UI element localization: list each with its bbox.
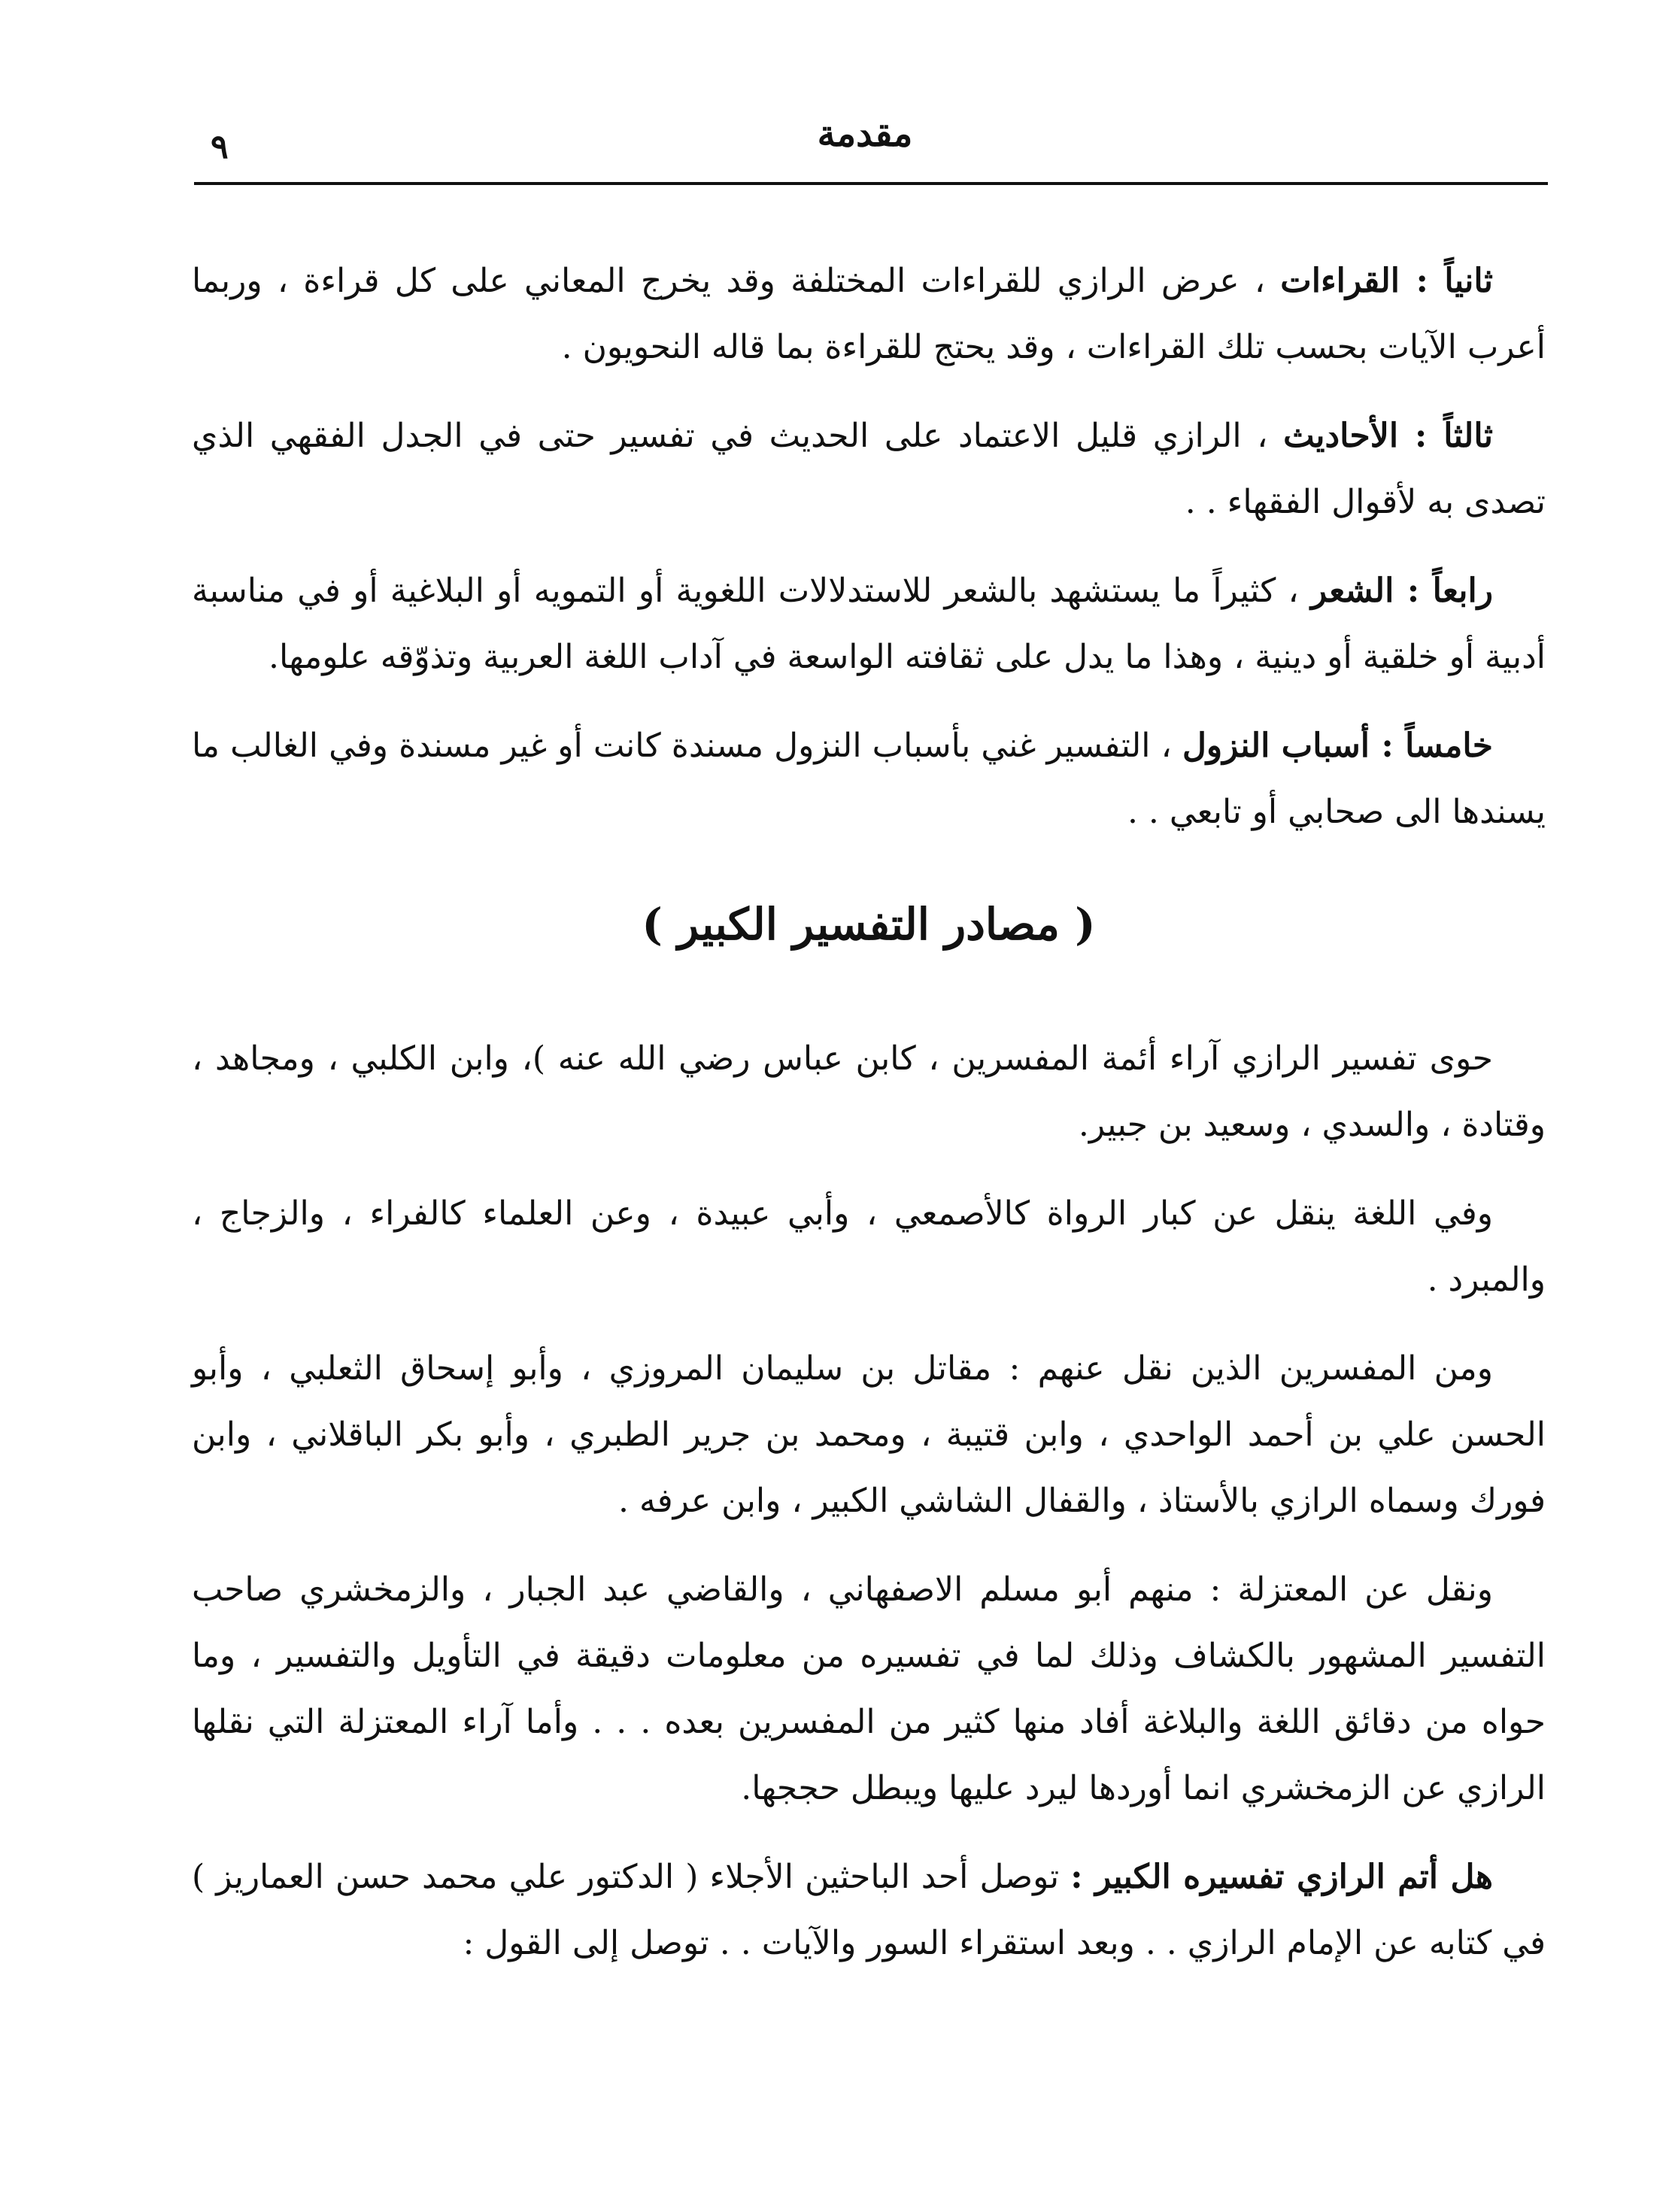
paragraph-text: ونقل عن المعتزلة : منهم أبو مسلم الاصفهاني ، والقاضي عبد الجبار ، والزمخشري صاحب التفسير المشهور بالكشاف وذلك لما في تفسيره من معلومات دقيقة في التأويل والتفسير ، وما حواه من دقائق اللغة والبلاغة أفاد منها كثير من المفسرين بعده . . . وأما آراء المعتزلة التي نقلها الرازي عن الزمخشري انما أوردها ليرد عليها ويبطل حججها. bbox=[192, 1570, 1546, 1807]
paragraph-lead: هل أتم الرازي تفسيره الكبير : bbox=[1070, 1858, 1493, 1896]
paragraph-shir bbox=[192, 558, 1546, 690]
page-body bbox=[192, 248, 1546, 1999]
paragraph-text: توصل أحد الباحثين الأجلاء ( الدكتور علي محمد حسن العماريز ) في كتابه عن الإمام الرازي . . وبعد استقراء السور والآيات . . توصل إلى القول : bbox=[192, 1858, 1546, 1962]
paragraph-text: ، كثيراً ما يستشهد بالشعر للاستدلالات اللغوية أو التمويه أو البلاغية أو في مناسبة أدبية أو خلقية أو دينية ، وهذا ما يدل على ثقافته الواسعة في آداب اللغة العربية وتذوّقه علومها. bbox=[192, 572, 1546, 676]
page-number: ٩ bbox=[211, 128, 229, 166]
page-header bbox=[188, 113, 1542, 188]
paragraph-lead: رابعاً : الشعر bbox=[1310, 572, 1493, 610]
paragraph-sources-language bbox=[192, 1181, 1546, 1313]
paragraph-completion-question bbox=[192, 1844, 1546, 1977]
section-title: ( مصادر التفسير الكبير ) bbox=[642, 899, 1096, 950]
header-rule bbox=[194, 182, 1548, 185]
running-title: مقدمة bbox=[817, 113, 913, 155]
paragraph-sources-imams bbox=[192, 1026, 1546, 1158]
paragraph-text: ، عرض الرازي للقراءات المختلفة وقد يخرج المعاني على كل قراءة ، وربما أعرب الآيات بحسب تلك القراءات ، وقد يحتج للقراءة بما قاله النحويون . bbox=[192, 262, 1546, 366]
paragraph-asbab-nuzul bbox=[192, 713, 1546, 845]
paragraph-ahadith bbox=[192, 403, 1546, 536]
paragraph-lead: ثالثاً : الأحاديث bbox=[1283, 417, 1493, 455]
paragraph-qiraat bbox=[192, 248, 1546, 381]
paragraph-text: وفي اللغة ينقل عن كبار الرواة كالأصمعي ، وأبي عبيدة ، وعن العلماء كالفراء ، والزجاج ، والمبرد . bbox=[192, 1194, 1546, 1299]
paragraph-lead: خامساً : أسباب النزول bbox=[1182, 727, 1493, 765]
paragraph-text: ، الرازي قليل الاعتماد على الحديث في تفسير حتى في الجدل الفقهي الذي تصدى به لأقوال الفقهاء . . bbox=[192, 417, 1546, 521]
paragraph-sources-mufassirin bbox=[192, 1336, 1546, 1534]
paragraph-lead: ثانياً : القراءات bbox=[1280, 262, 1493, 300]
paragraph-text: ، التفسير غني بأسباب النزول مسندة كانت أو غير مسندة وفي الغالب ما يسندها الى صحابي أو تابعي . . bbox=[192, 727, 1546, 831]
paragraph-sources-mutazila bbox=[192, 1557, 1546, 1822]
paragraph-text: حوى تفسير الرازي آراء أئمة المفسرين ، كابن عباس رضي الله عنه )، وابن الكلبي ، ومجاهد ، وقتادة ، والسدي ، وسعيد بن جبير. bbox=[192, 1039, 1546, 1144]
paragraph-text: ومن المفسرين الذين نقل عنهم : مقاتل بن سليمان المروزي ، وأبو إسحاق الثعلبي ، وأبو الحسن علي بن أحمد الواحدي ، وابن قتيبة ، ومحمد بن جرير الطبري ، وأبو بكر الباقلاني ، وابن فورك وسماه الرازي بالأستاذ ، والقفال الشاشي الكبير ، وابن عرفه . bbox=[192, 1349, 1546, 1520]
